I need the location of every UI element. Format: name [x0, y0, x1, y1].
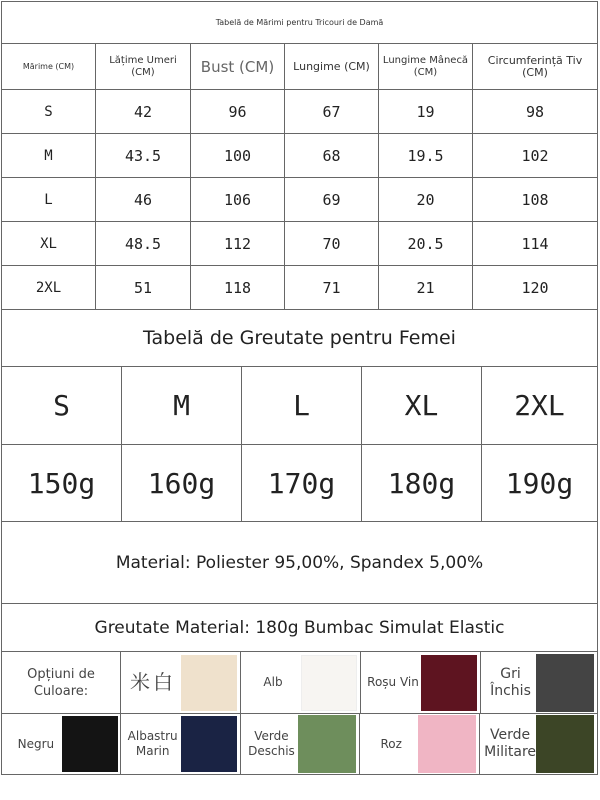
color-name: Verde Militare [484, 727, 537, 760]
table-cell: 118 [191, 266, 285, 309]
color-options-label: Opțiuni de Culoare: [2, 652, 121, 713]
fabric-weight-text: Greutate Material: 180g Bumbac Simulat Elastic [94, 617, 505, 638]
header-bust: Bust (CM) [191, 44, 285, 89]
table-cell: 21 [379, 266, 473, 309]
color-name: Gri Închis [490, 665, 531, 699]
material-row [2, 522, 597, 604]
color-swatch [298, 715, 356, 773]
size-cell: L [2, 178, 96, 221]
table-cell: 20 [379, 178, 473, 221]
color-name: Roșu Vin [367, 675, 419, 689]
table-row [2, 266, 597, 310]
size-cell: S [2, 90, 96, 133]
table-row [2, 178, 597, 222]
color-swatch [536, 715, 594, 773]
size-cell: XL [2, 222, 96, 265]
color-option-dark-gray[interactable] [481, 652, 597, 713]
table-cell: 51 [96, 266, 191, 309]
table-cell: 19.5 [379, 134, 473, 177]
weight-value: 160g [122, 445, 242, 521]
header-hem-circumference: Circumferință Tiv (CM) [487, 53, 583, 79]
table-cell: 19 [379, 90, 473, 133]
color-swatch [62, 716, 118, 772]
color-name: Verde Deschis [248, 729, 295, 758]
color-option-navy[interactable] [121, 714, 241, 774]
header-sleeve-length: Lungime Mânecă (CM) [379, 44, 473, 89]
table-cell: 67 [285, 90, 379, 133]
weight-chart-title: Tabelă de Greutate pentru Femei [143, 327, 456, 349]
color-name: Roz [380, 736, 402, 751]
table-cell: 108 [521, 190, 549, 209]
color-name: Albastru Marin [127, 729, 178, 758]
table-cell: 102 [521, 146, 549, 165]
table-row [2, 134, 597, 178]
color-swatch [181, 716, 237, 772]
table-cell: 70 [285, 222, 379, 265]
color-option-military-green[interactable] [480, 714, 597, 774]
table-cell: 46 [96, 178, 191, 221]
product-spec-sheet [1, 1, 598, 775]
table-cell: 42 [96, 90, 191, 133]
header-size: Mărime (CM) [2, 44, 96, 89]
table-cell: 112 [191, 222, 285, 265]
table-cell: 100 [191, 134, 285, 177]
color-name: Alb [263, 675, 283, 689]
color-option-black[interactable] [2, 714, 121, 774]
weight-value: 150g [2, 445, 122, 521]
color-name: 米白 [130, 670, 176, 694]
color-options-row-1 [2, 652, 597, 714]
table-cell: 98 [525, 102, 545, 121]
fabric-weight-row [2, 604, 597, 652]
header-length: Lungime (CM) [285, 44, 379, 89]
color-swatch [536, 654, 594, 712]
table-cell: 120 [521, 278, 549, 297]
table-cell: 43.5 [96, 134, 191, 177]
weight-size: M [122, 367, 242, 444]
weight-size: S [2, 367, 122, 444]
color-swatch [421, 655, 477, 711]
weight-value: 190g [505, 466, 574, 500]
weight-values-row [2, 445, 597, 522]
color-option-light-green[interactable] [241, 714, 361, 774]
weight-size: L [242, 367, 362, 444]
table-cell: 48.5 [96, 222, 191, 265]
table-cell: 114 [521, 234, 549, 253]
color-swatch [418, 715, 476, 773]
size-chart-header-row [2, 44, 597, 90]
weight-sizes-row [2, 367, 597, 445]
color-option-pink[interactable] [360, 714, 480, 774]
header-shoulder-width: Lățime Umeri (CM) [96, 44, 191, 89]
color-swatch [181, 655, 237, 711]
table-cell: 96 [191, 90, 285, 133]
material-text: Material: Poliester 95,00%, Spandex 5,00% [115, 552, 484, 573]
color-name: Negru [17, 736, 55, 751]
table-cell: 68 [285, 134, 379, 177]
weight-chart-title-row [2, 310, 597, 367]
table-cell: 71 [285, 266, 379, 309]
color-option-white[interactable] [241, 652, 361, 713]
table-row [2, 222, 597, 266]
weight-value: 170g [242, 445, 362, 521]
table-cell: 106 [191, 178, 285, 221]
size-cell: 2XL [2, 266, 96, 309]
color-option-off-white[interactable] [121, 652, 241, 713]
table-cell: 20.5 [379, 222, 473, 265]
weight-value: 180g [362, 445, 482, 521]
size-chart-title: Tabelă de Mărimi pentru Tricouri de Damă [215, 18, 384, 27]
weight-size: 2XL [514, 389, 565, 422]
size-cell: M [2, 134, 96, 177]
color-options-row-2 [2, 714, 597, 774]
weight-size: XL [362, 367, 482, 444]
color-option-wine-red[interactable] [361, 652, 481, 713]
table-cell: 69 [285, 178, 379, 221]
table-row [2, 90, 597, 134]
size-chart-title-row [2, 2, 597, 44]
color-swatch [301, 655, 357, 711]
